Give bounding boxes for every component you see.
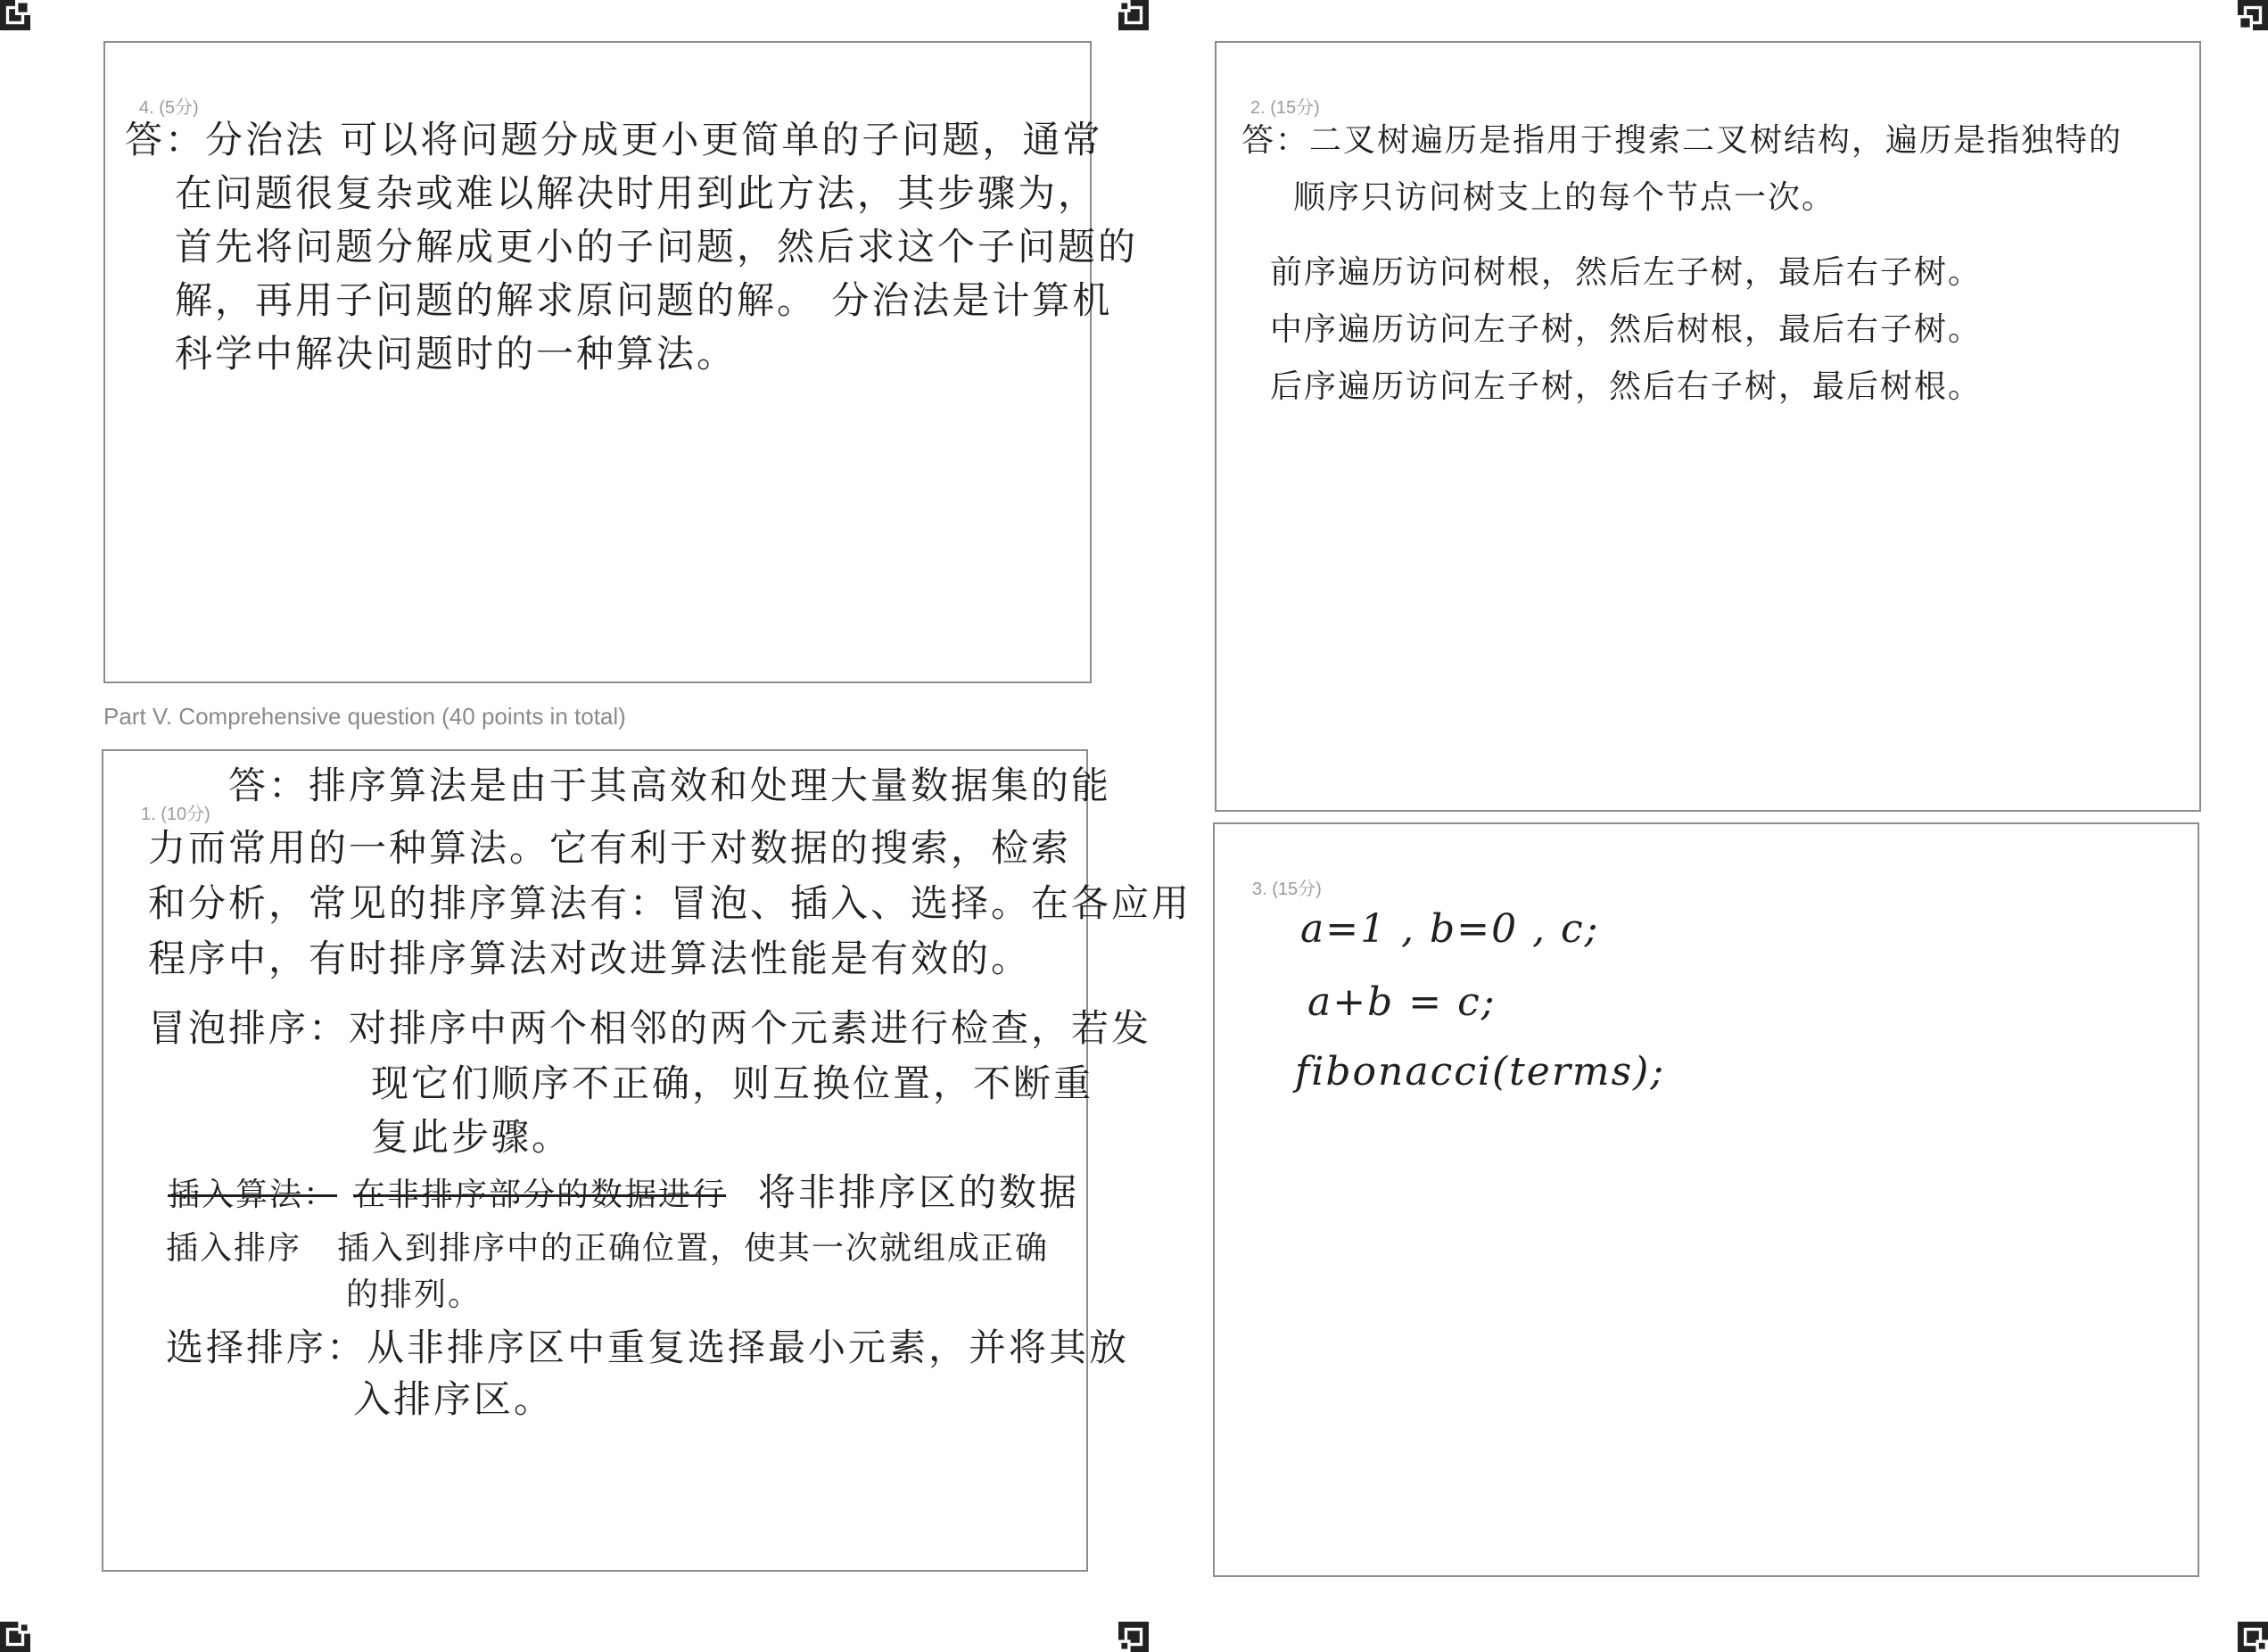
answer-line-q4-2: 在问题很复杂或难以解决时用到此方法，其步骤为， — [175, 171, 1099, 215]
answer-line-q1-9b: 插入到排序中的正确位置，使其一次就组成正确 — [337, 1230, 1050, 1267]
answer-line-q4-5: 科学中解决问题时的一种算法。 — [175, 332, 738, 376]
answer-line-q1-7: 复此步骤。 — [371, 1115, 573, 1159]
answer-line-q3-2: a+b = c; — [1307, 979, 1497, 1025]
section-title: Part V. Comprehensive question (40 points in total) — [103, 703, 626, 730]
answer-line-q1-8b-struck: 在非排序部分的数据进行 — [353, 1177, 727, 1213]
question-label-q3: 3. (15分) — [1252, 880, 1322, 899]
answer-line-q1-11: 选择排序：从非排序区中重复选择最小元素，并将其放 — [166, 1326, 1130, 1369]
question-label-q4: 4. (5分) — [139, 98, 199, 118]
answer-line-q1-10: 的排列。 — [346, 1276, 482, 1313]
corner-marker-top-left — [0, 0, 30, 30]
answer-line-q1-9a: 插入排序 — [166, 1230, 302, 1267]
answer-line-q4-4: 解，再用子问题的解求原问题的解。 分治法是计算机 — [175, 278, 1113, 322]
corner-marker-top-right — [2238, 0, 2268, 30]
answer-line-q1-12: 入排序区。 — [353, 1377, 555, 1421]
answer-line-q4-1: 答：分治法 可以将问题分成更小更简单的子问题，通常 — [125, 118, 1103, 161]
answer-line-q1-8-struck: 插入算法： — [168, 1177, 338, 1213]
answer-line-q1-3: 和分析，常见的排序算法有：冒泡、插入、选择。在各应用 — [148, 881, 1192, 925]
corner-marker-bottom-center — [1118, 1622, 1149, 1652]
answer-line-q1-6: 现它们顺序不正确，则互换位置，不断重 — [371, 1061, 1094, 1105]
answer-box-q4[interactable] — [103, 41, 1139, 683]
answer-line-q4-3: 首先将问题分解成更小的子问题，然后求这个子问题的 — [175, 225, 1139, 268]
answer-line-q2-2: 顺序只访问树支上的每个节点一次。 — [1293, 179, 1836, 216]
answer-line-q1-5: 冒泡排序：对排序中两个相邻的两个元素进行检查，若发 — [148, 1006, 1152, 1050]
corner-marker-top-center — [1118, 0, 1149, 30]
answer-box-q3[interactable] — [1213, 822, 2199, 1577]
question-label-q1: 1. (10分) — [141, 805, 210, 824]
answer-line-q1-2: 力而常用的一种算法。它有利于对数据的搜索，检索 — [148, 826, 1072, 870]
question-label-q2: 2. (15分) — [1250, 98, 1320, 118]
answer-box-q2[interactable] — [1215, 41, 2201, 812]
corner-marker-bottom-left — [0, 1622, 30, 1652]
answer-box-q1[interactable] — [102, 749, 1192, 1572]
answer-line-q2-5: 后序遍历访问左子树，然后右子树，最后树根。 — [1270, 368, 1983, 405]
answer-line-q1-4: 程序中，有时排序算法对改进算法性能是有效的。 — [148, 937, 1032, 980]
corner-marker-bottom-right — [2238, 1622, 2268, 1652]
answer-line-q3-3: fibonacci(terms); — [1295, 1049, 1666, 1094]
answer-line-q1-8c: 将非排序区的数据 — [758, 1170, 1080, 1214]
answer-line-q1-1: 答：排序算法是由于其高效和处理大量数据集的能 — [228, 764, 1112, 807]
answer-line-q2-4: 中序遍历访问左子树，然后树根，最后右子树。 — [1270, 311, 1983, 348]
answer-line-q2-1: 答：二叉树遍历是指用于搜索二叉树结构，遍历是指独特的 — [1241, 122, 2124, 159]
answer-line-q3-1: a=1 , b=0 , c; — [1300, 906, 1600, 952]
answer-line-q2-3: 前序遍历访问树根，然后左子树，最后右子树。 — [1270, 254, 1983, 291]
